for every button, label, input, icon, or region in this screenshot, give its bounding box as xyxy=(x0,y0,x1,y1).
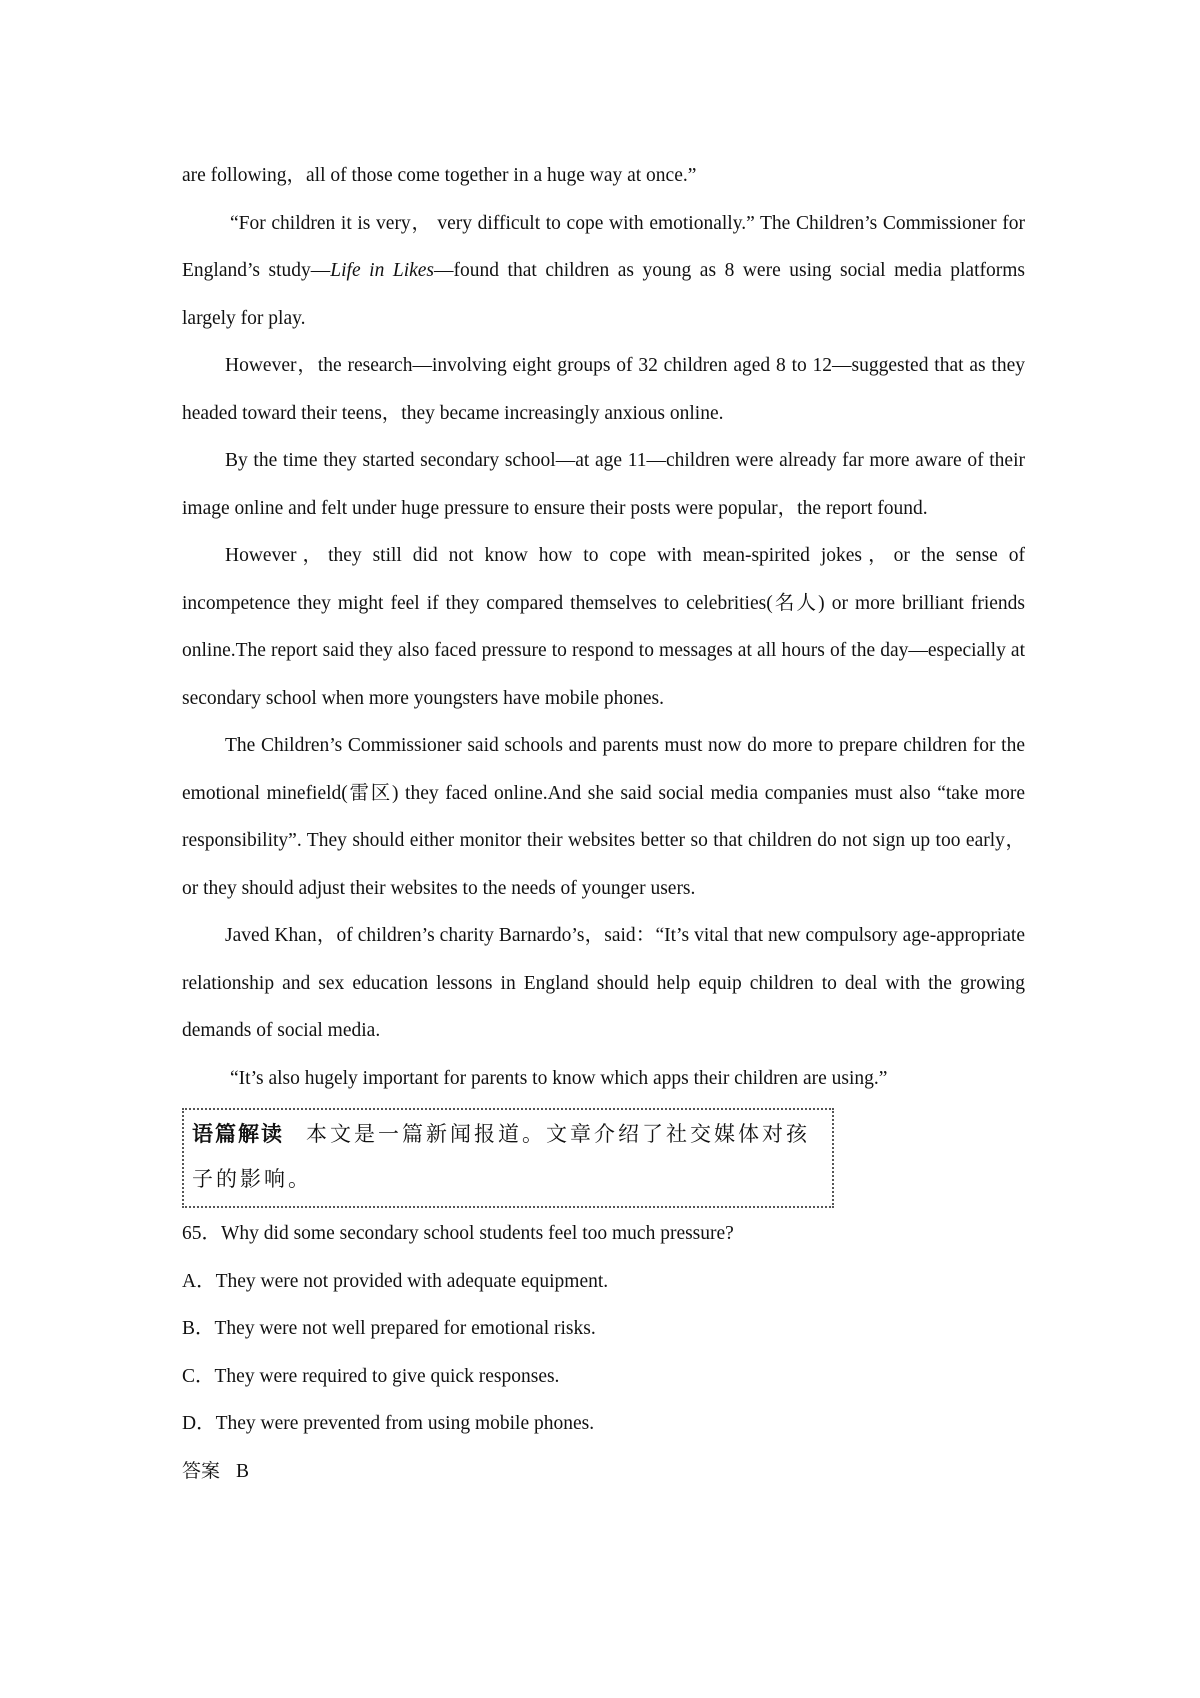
option-a: A．They were not provided with adequate equipment. xyxy=(182,1270,609,1292)
question-stem: 65．Why did some secondary school students feel too much pressure? xyxy=(182,1223,734,1244)
analysis-text: 本文是一篇新闻报道。文章介绍了社交媒体对孩子的影响。 xyxy=(192,1122,810,1191)
paragraph-quote-study xyxy=(182,200,1025,343)
option-d: D．They were prevented from using mobile phones. xyxy=(182,1413,595,1434)
paragraph-text: —found that children as young as 8 were using social media platforms largely for play. xyxy=(182,260,1025,329)
paragraph-text: “For children it is very， very difficult to cope with emotionally.” The Children’s Commissioner for England’s study— xyxy=(182,212,1025,281)
question-block xyxy=(182,1210,1025,1495)
answer-line xyxy=(182,1448,1025,1496)
document-page xyxy=(182,152,1025,1495)
answer-label: 答案 xyxy=(182,1459,221,1482)
paragraph-incompetence: However，they still did not know how to cope with mean-spirited jokes，or the sense of incompetence they might feel if they compared themselves to celebrities(名人) or more brilliant friends online.The report said they also faced pressure to respond to messages at all hours of the day—especially at secondary school when more youngsters have mobile phones. xyxy=(182,545,1025,709)
paragraph-commissioner: The Children’s Commissioner said schools and parents must now do more to prepare children for the emotional minefield(雷区) they faced online.And she said social media companies must also “take more responsibility”. They should either monitor their websites better so that children do not sign up too early，or they should adjust their websites to the needs of younger users. xyxy=(182,735,1025,899)
paragraph-javed-khan: Javed Khan，of children’s charity Barnardo’s，said：“It’s vital that new compulsory age-appropriate relationship and sex education lessons in England should help equip children to deal with the growing demands of social media. xyxy=(182,925,1025,1041)
analysis-label: 语篇解读 xyxy=(192,1122,284,1146)
paragraph-continuation: are following，all of those come together in a huge way at once.” xyxy=(182,165,697,186)
study-title: Life in Likes xyxy=(330,260,435,281)
option-c: C．They were required to give quick responses. xyxy=(182,1365,560,1387)
analysis-box xyxy=(182,1108,834,1208)
option-b: B．They were not well prepared for emotional risks. xyxy=(182,1318,596,1339)
paragraph-secondary-school: By the time they started secondary school—at age 11—children were already far more aware of their image online and felt under huge pressure to ensure their posts were popular，the report found. xyxy=(182,450,1025,519)
paragraph-parents-apps: “It’s also hugely important for parents to know which apps their children are using.” xyxy=(230,1067,888,1089)
answer-value: B xyxy=(236,1460,250,1482)
paragraph-research: However，the research—involving eight groups of 32 children aged 8 to 12—suggested that as they headed toward their teens，they became increasingly anxious online. xyxy=(182,355,1025,424)
